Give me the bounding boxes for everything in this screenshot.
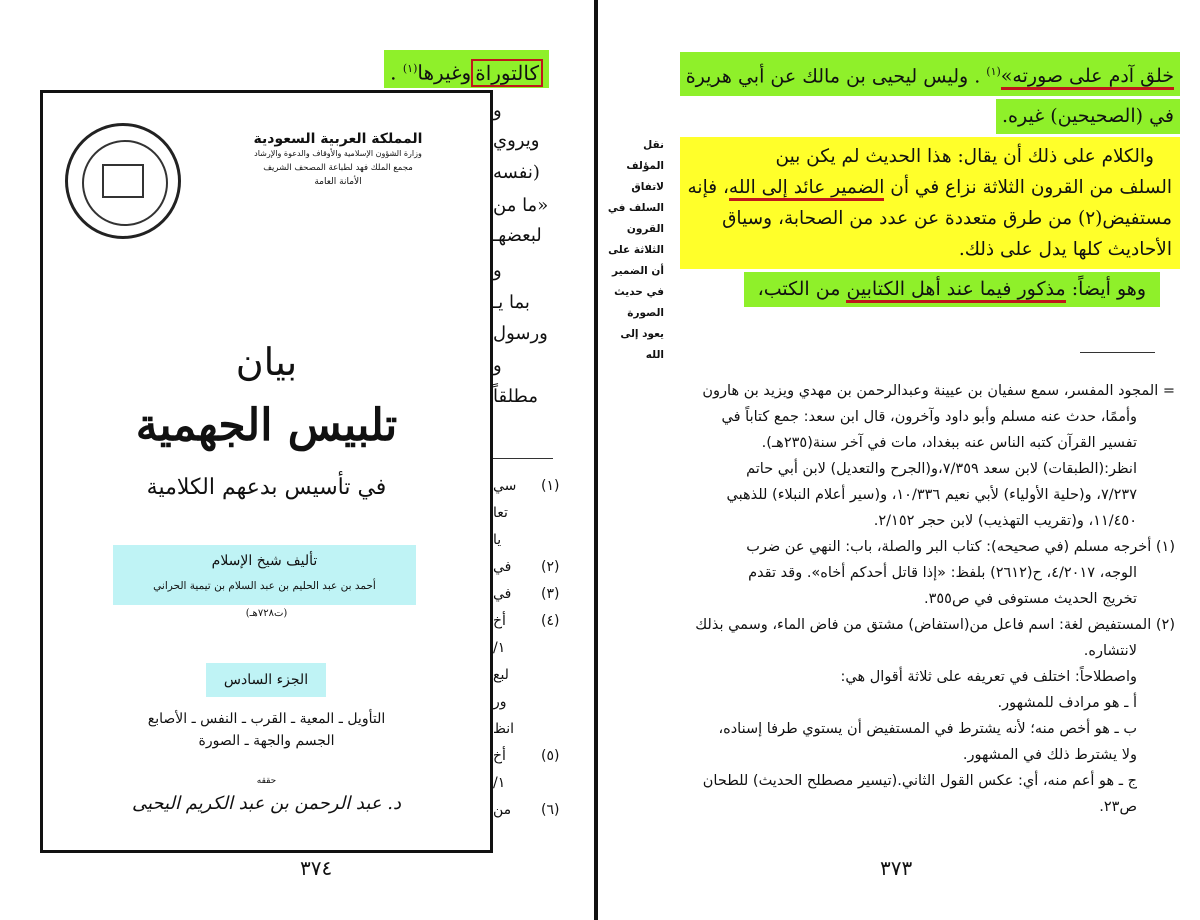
footnote-marker: (١) (402, 62, 418, 75)
header-line: مجمع الملك فهد لطباعة المصحف الشريف (263, 163, 413, 173)
footnote-fragment: يا (493, 532, 502, 548)
footnote-fragment: سي (493, 478, 517, 494)
footnote-line: ج ـ هو أعم منه، أي: عكس القول الثاني.(تيسير مصطلح الحديث) للطحان (702, 773, 1137, 789)
footnote-separator (493, 458, 553, 459)
footnote-line: انظر:(الطبقات) لابن سعد ٧/٣٥٩،و(الجرح والتعديل) لابن أبي حاتم (746, 461, 1137, 477)
footnote-line: وأممًا، حدث عنه مسلم وأبو داود وآخرون، قال ابن سعد: جمع كتاباً في (721, 409, 1137, 425)
period: . (390, 60, 397, 85)
footnote-marker: (١) (986, 65, 1001, 78)
underlined-phrase: الضمير عائد إلى الله (729, 177, 885, 201)
partial-footnote (493, 802, 590, 829)
partial-text-column (493, 95, 590, 425)
highlight-line-5 (744, 272, 1160, 307)
text: الأحاديث كلها يدل على ذلك. (958, 239, 1172, 261)
underlined-phrase: مذكور فيما عند أهل الكتابين (846, 278, 1065, 303)
footnotes (665, 378, 1175, 820)
footnote-separator (1080, 352, 1155, 353)
text: والكلام على ذلك أن يقال: هذا الحديث لم يكن بين (775, 146, 1154, 168)
footnote-line: ١١/٤٥٠، و(تقريب التهذيب) لابن حجر ٢/١٥٢. (873, 513, 1137, 529)
volume-box (206, 663, 326, 697)
underlined-phrase: خلق آدم على صورته» (1001, 65, 1174, 90)
page-number: ٣٧٣ (880, 856, 913, 880)
footnote-number: (٢) (541, 559, 560, 575)
text: ، فإنه (687, 177, 729, 199)
footnote-number: (٦) (541, 802, 560, 818)
partial-footnote (493, 559, 590, 586)
highlight-paragraph (680, 137, 1180, 269)
footnote-fragment: انظ (493, 721, 515, 737)
footnote-fragment: في (493, 559, 512, 575)
footnote-line: ص٢٣. (1099, 799, 1137, 815)
highlight-text: وغيرها (417, 60, 472, 85)
footnote-line: تخريج الحديث مستوفى في ص٣٥٥. (923, 591, 1137, 607)
title-main: تلبيس الجهمية (135, 400, 398, 451)
partial-footnote (493, 505, 590, 532)
header-line: وزارة الشؤون الإسلامية والأوقاف والدعوة والإرشاد (254, 149, 422, 158)
page-divider (594, 0, 598, 920)
highlight-line-1 (680, 52, 1180, 96)
footnote-line: لانتشاره. (1083, 643, 1137, 659)
footnote-line: تفسير القرآن كتبه الناس عنه ببغداد، مات في آخر سنة(٢٣٥هـ). (761, 435, 1137, 451)
partial-line: لبعضهـ (493, 225, 542, 246)
footnote-fragment: في (493, 586, 512, 602)
author-box (113, 545, 416, 605)
footnote-fragment: تعا (493, 505, 508, 521)
footnote-fragment: لبع (493, 667, 509, 683)
partial-footnote (493, 721, 590, 748)
header-line: المملكة العربية السعودية (253, 131, 423, 147)
editor-name: د. عبد الرحمن بن عبد الكريم اليحيى (132, 793, 401, 814)
margin-note: نقل المؤلف لاتفاق السلف في القرون الثلاثة على أن الضمير في حديث الصورة يعود إلى الله (607, 139, 664, 361)
partial-line: مطلقاً (493, 386, 538, 407)
boxed-word: كالتوراة (471, 59, 543, 87)
partial-footnotes (493, 478, 590, 829)
author-label: تأليف شيخ الإسلام (211, 553, 318, 569)
cover-header (203, 131, 473, 189)
footnote-number: (٥) (541, 748, 560, 764)
seal-logo (65, 123, 181, 239)
partial-line: ويروي (493, 130, 540, 151)
partial-footnote (493, 775, 590, 802)
title-top: بيان (235, 340, 298, 384)
book-cover-inset (40, 90, 493, 853)
author-name: أحمد بن عبد الحليم بن عبد السلام بن تيمية الحراني (153, 580, 376, 592)
text: . وليس ليحيى بن مالك عن أبي هريرة (685, 65, 987, 88)
highlighted-phrase (384, 50, 549, 88)
highlighted-text-block (680, 52, 1180, 307)
footnote-fragment: أخ (493, 748, 506, 764)
cover-title-block (43, 338, 490, 510)
footnote-fragment: ور (493, 694, 507, 710)
volume-label: الجزء السادس (223, 672, 309, 688)
footnote-number: (٣) (541, 586, 560, 602)
footnote-line: أ ـ هو مرادف للمشهور. (997, 695, 1137, 711)
footnote-fragment: /١ (493, 775, 506, 791)
highlight-line-2 (996, 99, 1180, 134)
footnote-line: الوجه، ٤/٢٠١٧، ح(٢٦١٢) بلفظ: «إذا قاتل أحدكم أخاه». وقد تقدم (748, 565, 1137, 581)
footnote-line: (٢) المستفيض لغة: اسم فاعل من(استفاض) مشتق من فاض الماء، وسمي بذلك (695, 617, 1175, 633)
partial-line: و (493, 260, 502, 281)
subtitle: في تأسيس بدعهم الكلامية (146, 475, 387, 500)
partial-line: و (493, 355, 502, 376)
partial-line: بما يـ (493, 292, 530, 313)
footnote-fragment: /١ (493, 640, 506, 656)
topics (43, 708, 490, 752)
footnote-line: ٧/٢٣٧، و(حلية الأولياء) لأبي نعيم ١٠/٣٣٦، و(سير أعلام النبلاء) للذهبي (726, 487, 1137, 503)
partial-footnote (493, 478, 590, 505)
footnote-number: (٤) (541, 613, 560, 629)
partial-line: (نفسه (493, 162, 540, 183)
editor-label: حققه (256, 776, 277, 786)
partial-footnote (493, 586, 590, 613)
footnote-line: (١) أخرجه مسلم (في صحيحه): كتاب البر والصلة، باب: النهي عن ضرب (746, 539, 1175, 555)
footnote-line: واصطلاحاً: اختلف في تعريفه على ثلاثة أقوال هي: (840, 669, 1137, 685)
partial-footnote (493, 532, 590, 559)
partial-footnote (493, 748, 590, 775)
death-date: (ت٧٢٨هـ) (245, 608, 288, 619)
partial-line: «ما من (493, 195, 549, 216)
footnote-line: = المجود المفسر، سمع سفيان بن عيينة وعبدالرحمن بن مهدي ويزيد بن هارون (702, 383, 1175, 399)
page-number: ٣٧٤ (300, 856, 333, 880)
partial-line: و (493, 100, 502, 121)
footnote-fragment: أخ (493, 613, 506, 629)
text: السلف من القرون الثلاثة نزاع في أن (884, 177, 1172, 199)
footnote-fragment: من (493, 802, 512, 818)
topics-line: الجسم والجهة ـ الصورة (198, 733, 335, 749)
footnote-number: (١) (541, 478, 560, 494)
partial-footnote (493, 694, 590, 721)
footnote-line: ب ـ هو أخص منه؛ لأنه يشترط في المستفيض أن يستوي طرفا إسناده، (718, 721, 1137, 737)
partial-footnote (493, 613, 590, 640)
partial-line: ورسول (493, 323, 548, 344)
partial-footnote (493, 667, 590, 694)
text: مستفيض(٢) من طرق متعددة عن عدد من الصحابة، وسياق (722, 208, 1172, 230)
header-line: الأمانة العامة (314, 177, 362, 187)
partial-footnote (493, 640, 590, 667)
topics-line: التأويل ـ المعية ـ القرب ـ النفس ـ الأصابع (147, 711, 386, 727)
text: في (الصحيحين) غيره. (1002, 105, 1174, 128)
text: من الكتب، (757, 278, 847, 301)
text: وهو أيضاً: (1065, 278, 1146, 301)
footnote-line: ولا يشترط ذلك في المشهور. (962, 747, 1137, 763)
